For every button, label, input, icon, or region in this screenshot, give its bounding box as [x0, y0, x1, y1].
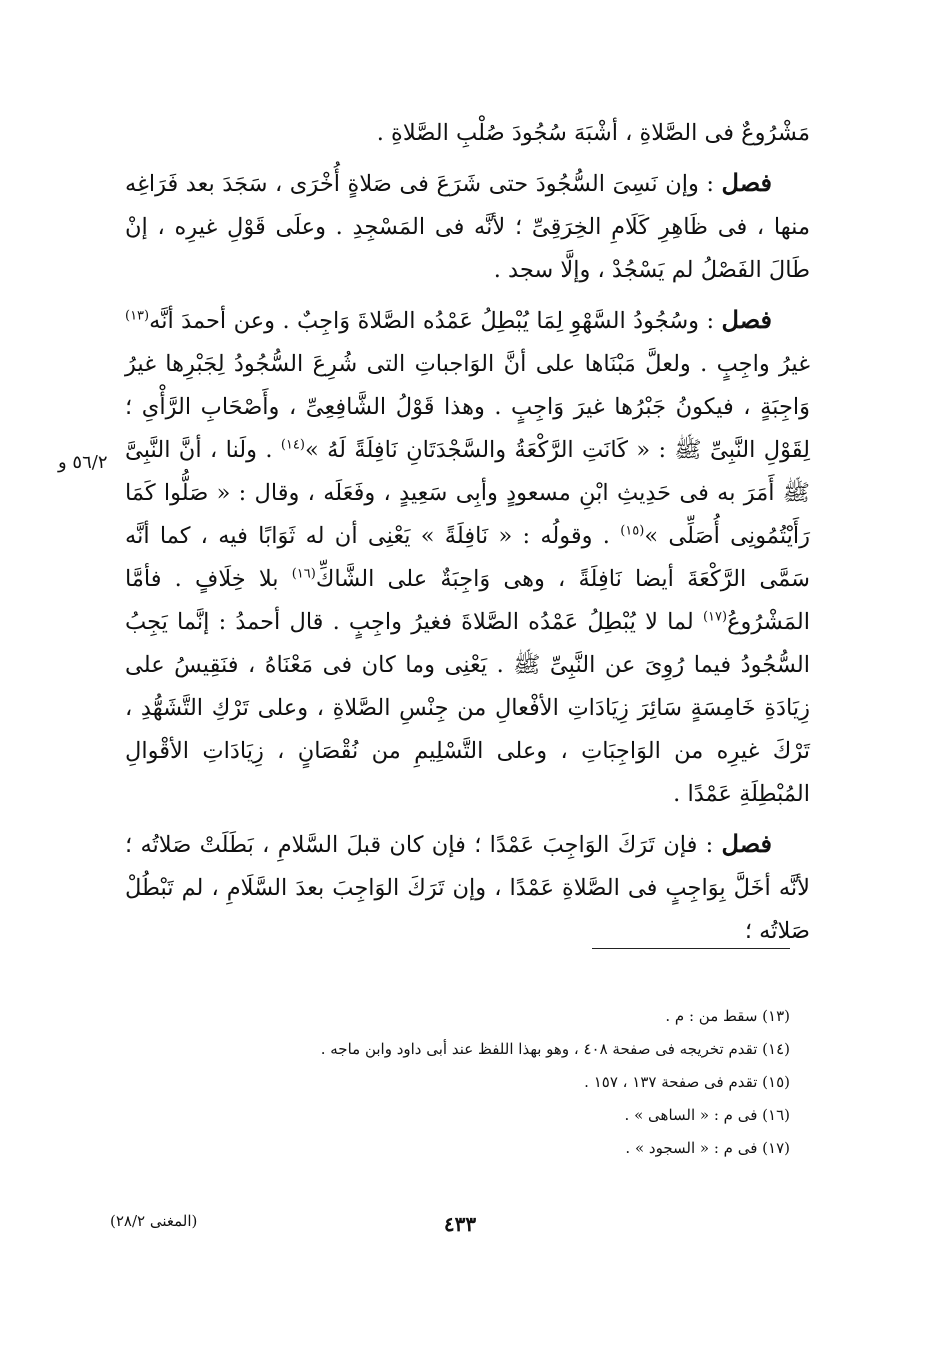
footnote-13: (١٣) سقط من : م .: [665, 1007, 790, 1025]
paragraph-3: [125, 298, 810, 816]
paragraph-1: [125, 112, 810, 155]
paragraph-2-text: : وإن نَسِىَ السُّجُودَ حتى شَرَعَ فى صَلاةٍ أُخْرَى ، سَجَدَ بعد فَرَاغِه منها ، فى ظَاهِرِ كَلَامِ الخِرَقِىِّ ؛ لأنَّه فى المَسْجِدِ . وعلَى قَوْلِ غيرِه ، إنْ طَالَ الفَصْلُ لم يَسْجُدْ ، وإلَّا سجد .: [125, 171, 810, 283]
footnote-ref-15[interactable]: (١٥): [620, 523, 645, 539]
paragraph-3-text-e: بلا خِلَافٍ . فأمَّا المَشْرُوعُ: [125, 566, 810, 635]
paragraph-3-text-b: غيرُ واجِبٍ . ولعلَّ مَبْنَاها على أنَّ الوَاجباتِ التى شُرِعَ السُّجُودُ لِجَبْرِها غيرُ وَاجِبَةٍ ، فيكونُ جَبْرُها غيرَ وَاجِبٍ . وهذا قَوْلُ الشَّافِعِىِّ ، وأَصْحَابِ الرَّأْىِ ؛ لِقَوْلِ النَّبِىِّ ﷺ : « كَانَتِ الرَّكْعَةُ والسَّجْدَتَانِ نَافِلَةً لَهُ »: [125, 351, 810, 463]
section-heading: فصل: [721, 168, 772, 197]
footnotes: [200, 1000, 790, 1165]
section-heading: فصل: [721, 829, 772, 858]
section-heading: فصل: [721, 305, 772, 334]
paragraph-4: [125, 822, 810, 953]
footnote-14: (١٤) تقدم تخريجه فى صفحة ٤٠٨ ، وهو بهذا اللفظ عند أبى داود وابن ماجه .: [320, 1040, 790, 1058]
paragraph-3-text-d: . وقولُه : « نَافِلَةً » يَعْنِى أن له ثَوَابًا فيه ، كما أنَّه سَمَّى الرَّكْعَةَ أيضا نَافِلَةً ، وهى وَاجِبَةٌ على الشَّاكِّ: [125, 523, 811, 592]
signature-mark: (المغنى ٢٨/٢): [110, 1212, 198, 1230]
paragraph-3-text-c: . ولَنا ، أنَّ النَّبِىَّ ﷺ أَمَرَ به فى حَدِيثِ ابْنِ مسعودٍ وأبِى سَعِيدٍ ، وفَعَلَه ، وقال : « صَلُّوا كَمَا رَأَيْتُمُونِى أُصَلِّى »: [125, 437, 810, 549]
footnote-ref-17[interactable]: (١٧): [702, 609, 728, 625]
paragraph-3-text-f: لما لا يُبْطِلُ عَمْدُه الصَّلاةَ فغيرُ واجِبٍ . قال أحمدُ : إنَّما يَجِبُ السُّجُودُ فيما رُوِىَ عن النَّبِىِّ ﷺ . يَعْنِى وما كان فى مَعْنَاهُ ، فنَقِيسُ على زِيَادَةِ خَامِسَةٍ سَائِرَ زِيَادَاتِ الأفْعالِ من جِنْسِ الصَّلاةِ ، وعلى تَرْكِ التَّشَهُّدِ ، تَرْكَ غيرِه من الوَاجِبَاتِ ، وعلى التَّسْلِيمِ من نُقْصَانٍ ، زِيَادَاتِ الأقْوالِ المُبْطِلَةِ عَمْدًا .: [125, 609, 810, 807]
paragraph-1-text: مَشْرُوعٌ فى الصَّلاةِ ، أشْبَهَ سُجُودَ صُلْبِ الصَّلاةِ .: [376, 120, 810, 146]
margin-reference: ٥٦/٢ و: [58, 452, 108, 473]
page-number: ٤٣٣: [443, 1212, 477, 1236]
paragraph-4-text: : فإن تَرَكَ الوَاجِبَ عَمْدًا ؛ فإن كان قبلَ السَّلامِ ، بَطَلَتْ صَلاتُه ؛ لأنَّه أخَلَّ بِوَاجِبٍ فى الصَّلاةِ عَمْدًا ، وإن تَرَكَ الوَاجِبَ بعدَ السَّلَامِ ، لم تَبْطُلْ صَلاتُه ؛: [125, 832, 810, 944]
footnote-ref-13[interactable]: (١٣): [125, 308, 150, 324]
paragraph-2: [125, 161, 810, 292]
footnote-15: (١٥) تقدم فى صفحة ١٣٧ ، ١٥٧ .: [584, 1073, 790, 1091]
footnote-divider: [592, 948, 790, 949]
footnote-16: (١٦) فى م : « الساهى » .: [624, 1106, 790, 1124]
paragraph-3-text-a: : وسُجُودُ السَّهْوِ لِمَا يُبْطِلُ عَمْدُه الصَّلاةَ وَاجِبٌ . وعن أحمدَ أنَّه: [149, 308, 722, 334]
footnote-ref-16[interactable]: (١٦): [291, 566, 316, 582]
footnote-ref-14[interactable]: (١٤): [280, 437, 305, 453]
footnote-17: (١٧) فى م : « السجود » .: [625, 1139, 790, 1157]
main-text: [125, 112, 810, 959]
